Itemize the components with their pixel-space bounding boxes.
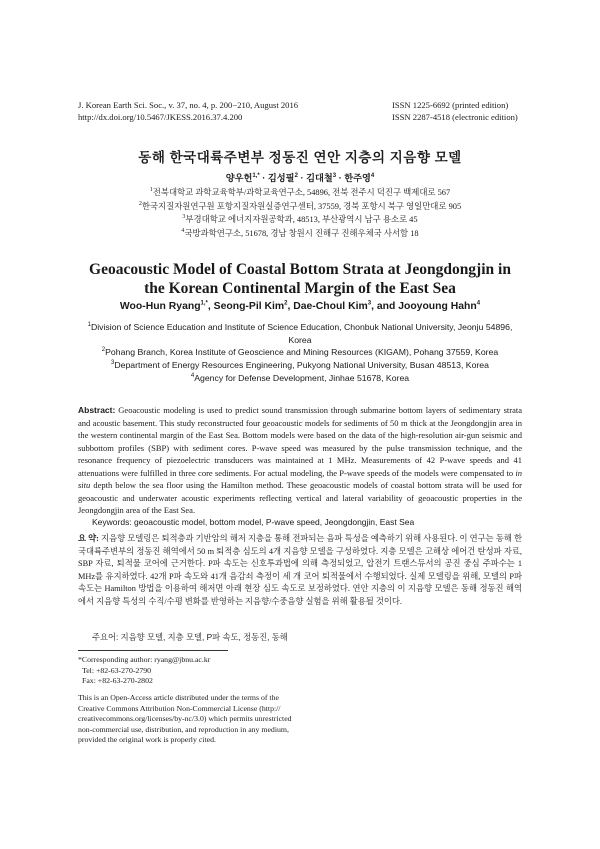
affiliation-text: 국방과학연구소, 51678, 경남 창원시 진해구 진해우체국 사서함 18 (184, 228, 419, 238)
english-title-line: Geoacoustic Model of Coastal Bottom Strata at Jeongdongjin in (89, 261, 511, 278)
abstract-italic: in situ (78, 467, 522, 490)
affiliation-superscript: 1 (87, 322, 91, 329)
korean-keywords: 주요어: 지음향 모델, 지층 모델, P파 속도, 정동진, 동해 (92, 632, 288, 642)
affiliation-text: Agency for Defense Development, Jinhae 51678, Korea (194, 372, 410, 383)
license-line: This is an Open-Access article distributed under the terms of the (78, 693, 279, 702)
korean-abstract-label: 요 약: (78, 534, 99, 543)
korean-affiliation (0, 200, 600, 214)
license-note (78, 693, 292, 746)
author-separator: · (297, 173, 307, 183)
fax: Fax: +82-63-270-2802 (82, 676, 153, 686)
english-authors (0, 301, 600, 312)
english-abstract (78, 404, 522, 517)
affiliation-superscript: 4 (190, 372, 195, 379)
korean-authors (0, 170, 600, 184)
affiliation-superscript: 1 (149, 187, 153, 194)
author-superscript: 4 (476, 300, 481, 307)
affiliation-text: Department of Energy Resources Engineering, Pukyong National University, Busan 48513, Korea (114, 360, 489, 371)
korean-abstract-text: 지음향 모델링은 퇴적층과 기반암의 해저 지층을 통해 전파되는 음파 특성을 예측하기 위해 사용된다. 이 연구는 동해 한국대륙주변부의 정동진 해역에서 50 m 퇴적층 심도의 4개 지음향 모델을 구성하였다. 지층 모델은 고해상 에어건 탄성파 자료, SBP 자료, 퇴적물 코어에 근거한다. P파 속도는 신호투과법에 의해 측정되었고, 압전기 트랜스듀서의 공진 중심 주파수는 1 MHz를 유지하였다. 42개 P파 속도와 41개 음감쇠 측정이 세 개 코어 퇴적물에서 수행되었다. 실제 모델링을 위해, 모델의 P파 속도는 Hamilton 방법을 이용하여 해저면 아래 현장 심도 속도로 보정하였다. 연안 지층의 이 지음향 모델은 동해 정동진 해역에서 지음향 특성의 수직/수평 변화를 반영하는 지음향/수중음향 실험을 위해 활용될 것이다. (78, 534, 522, 606)
corresponding-author[interactable]: *Corresponding author: ryang@jbnu.ac.kr (78, 655, 211, 664)
author-superscript: 4 (370, 172, 375, 179)
korean-affiliations (0, 186, 600, 240)
author-separator: · (259, 173, 268, 183)
issn-print: ISSN 1225-6692 (printed edition) (392, 100, 509, 110)
footnote-rule (78, 650, 228, 651)
korean-title: 동해 한국대륙주변부 정동진 연안 지층의 지음향 모델 (138, 150, 462, 165)
affiliation-text: 전북대학교 과학교육학부/과학교육연구소, 54896, 전북 전주시 덕진구 백제대로 567 (152, 188, 451, 197)
author-separator: · (336, 173, 345, 183)
affiliation-text: Division of Science Education and Institute of Science Education, Chonbuk National University, Jeonju 54896, Korea (90, 322, 513, 345)
abstract-text: Geoacoustic modeling is used to predict sound transmission through submarine bottom layers of sedimentary strata and acoustic basement. This study reconstructed four geoacoustic models for sediments of 50 m thick at the Jeongdongjin area in the western continental margin of the East Sea. Bottom models were based on the data of the high-resolution air-gun seismic and subbottom profiles (SBP) with sediment cores. P-wave speed was measured by the pulse transmission technique, and the resonance frequency of piezoelectric transducers was maintained at 1 MHz. Measurements of 42 P-wave speeds and 41 attenuations were fulfilled in three core sediments. For actual modeling, the P-wave speeds of the models were compensated to (78, 405, 522, 478)
abstract-label: Abstract: (78, 405, 116, 415)
author-superscript: 2 (294, 172, 298, 179)
english-affiliation (78, 321, 522, 346)
author-separator: , and (371, 301, 399, 312)
issn-electronic: ISSN 2287-4518 (electronic edition) (392, 112, 518, 122)
korean-affiliation (0, 213, 600, 227)
author-superscript: 1,* (200, 300, 208, 307)
affiliation-superscript: 3 (111, 360, 115, 367)
author-superscript: 2 (284, 300, 288, 307)
english-title (0, 261, 600, 298)
author-separator: , (287, 301, 294, 312)
license-line: provided the original work is properly cited. (78, 735, 216, 745)
korean-affiliation (0, 227, 600, 241)
author-separator: , (207, 301, 214, 312)
correspondence-block (78, 655, 210, 687)
affiliation-superscript: 3 (182, 214, 186, 221)
journal-citation: J. Korean Earth Sci. Soc., v. 37, no. 4, p. 200−210, August 2016 (78, 100, 299, 110)
abstract-text: depth below the sea floor using the Hamilton method. These geoacoustic models of coastal bottom strata will be used for geoacoustic and underwater acoustic experiments reflecting vertical and lateral variability of geoacoustic properties in the Jeongdongjin area of the East Sea. (78, 480, 522, 515)
license-line: creativecommons.org/licenses/by-nc/3.0) which permits unrestricted (78, 714, 292, 724)
journal-header (78, 99, 298, 123)
korean-author: 양우헌 (225, 173, 253, 183)
english-author: Jooyoung Hahn (398, 301, 477, 312)
korean-affiliation (0, 186, 600, 200)
license-line: Creative Commons Attribution Non-Commercial License (http:// (78, 703, 281, 713)
english-affiliation (78, 346, 522, 359)
affiliation-text: 부경대학교 에너지자원공학과, 48513, 부산광역시 남구 용소로 45 (185, 215, 418, 225)
author-superscript: 3 (367, 300, 372, 307)
affiliation-superscript: 2 (138, 200, 142, 207)
english-affiliation (78, 372, 522, 385)
english-affiliation (78, 359, 522, 372)
affiliation-superscript: 2 (101, 347, 106, 354)
korean-abstract (78, 533, 522, 608)
english-author: Dae-Choul Kim (293, 301, 368, 312)
tel: Tel: +82-63-270-2790 (82, 665, 152, 675)
author-superscript: 3 (332, 172, 337, 179)
english-author: Seong-Pil Kim (213, 301, 285, 312)
license-line: non-commercial use, distribution, and reproduction in any medium, (78, 724, 289, 734)
korean-author: 한주영 (344, 173, 371, 183)
affiliation-superscript: 4 (181, 227, 185, 234)
english-author: Woo-Hun Ryang (119, 301, 201, 312)
affiliation-text: 한국지질자원연구원 포항지질자원실증연구센터, 37559, 경북 포항시 북구 영일만대로 905 (141, 201, 462, 211)
english-affiliations (78, 321, 522, 385)
korean-author: 김성필 (267, 173, 295, 183)
issn-header (392, 99, 518, 123)
author-superscript: 1,* (252, 172, 260, 179)
english-title-line: the Korean Continental Margin of the East Sea (144, 279, 456, 297)
affiliation-text: Pohang Branch, Korea Institute of Geoscience and Mining Resources (KIGAM), Pohang 37559, Korea (105, 347, 499, 358)
doi-link[interactable]: http://dx.doi.org/10.5467/JKESS.2016.37.4.200 (78, 112, 243, 122)
korean-author: 김대철 (306, 173, 333, 183)
english-keywords: Keywords: geoacoustic model, bottom model, P-wave speed, Jeongdongjin, East Sea (92, 517, 415, 527)
